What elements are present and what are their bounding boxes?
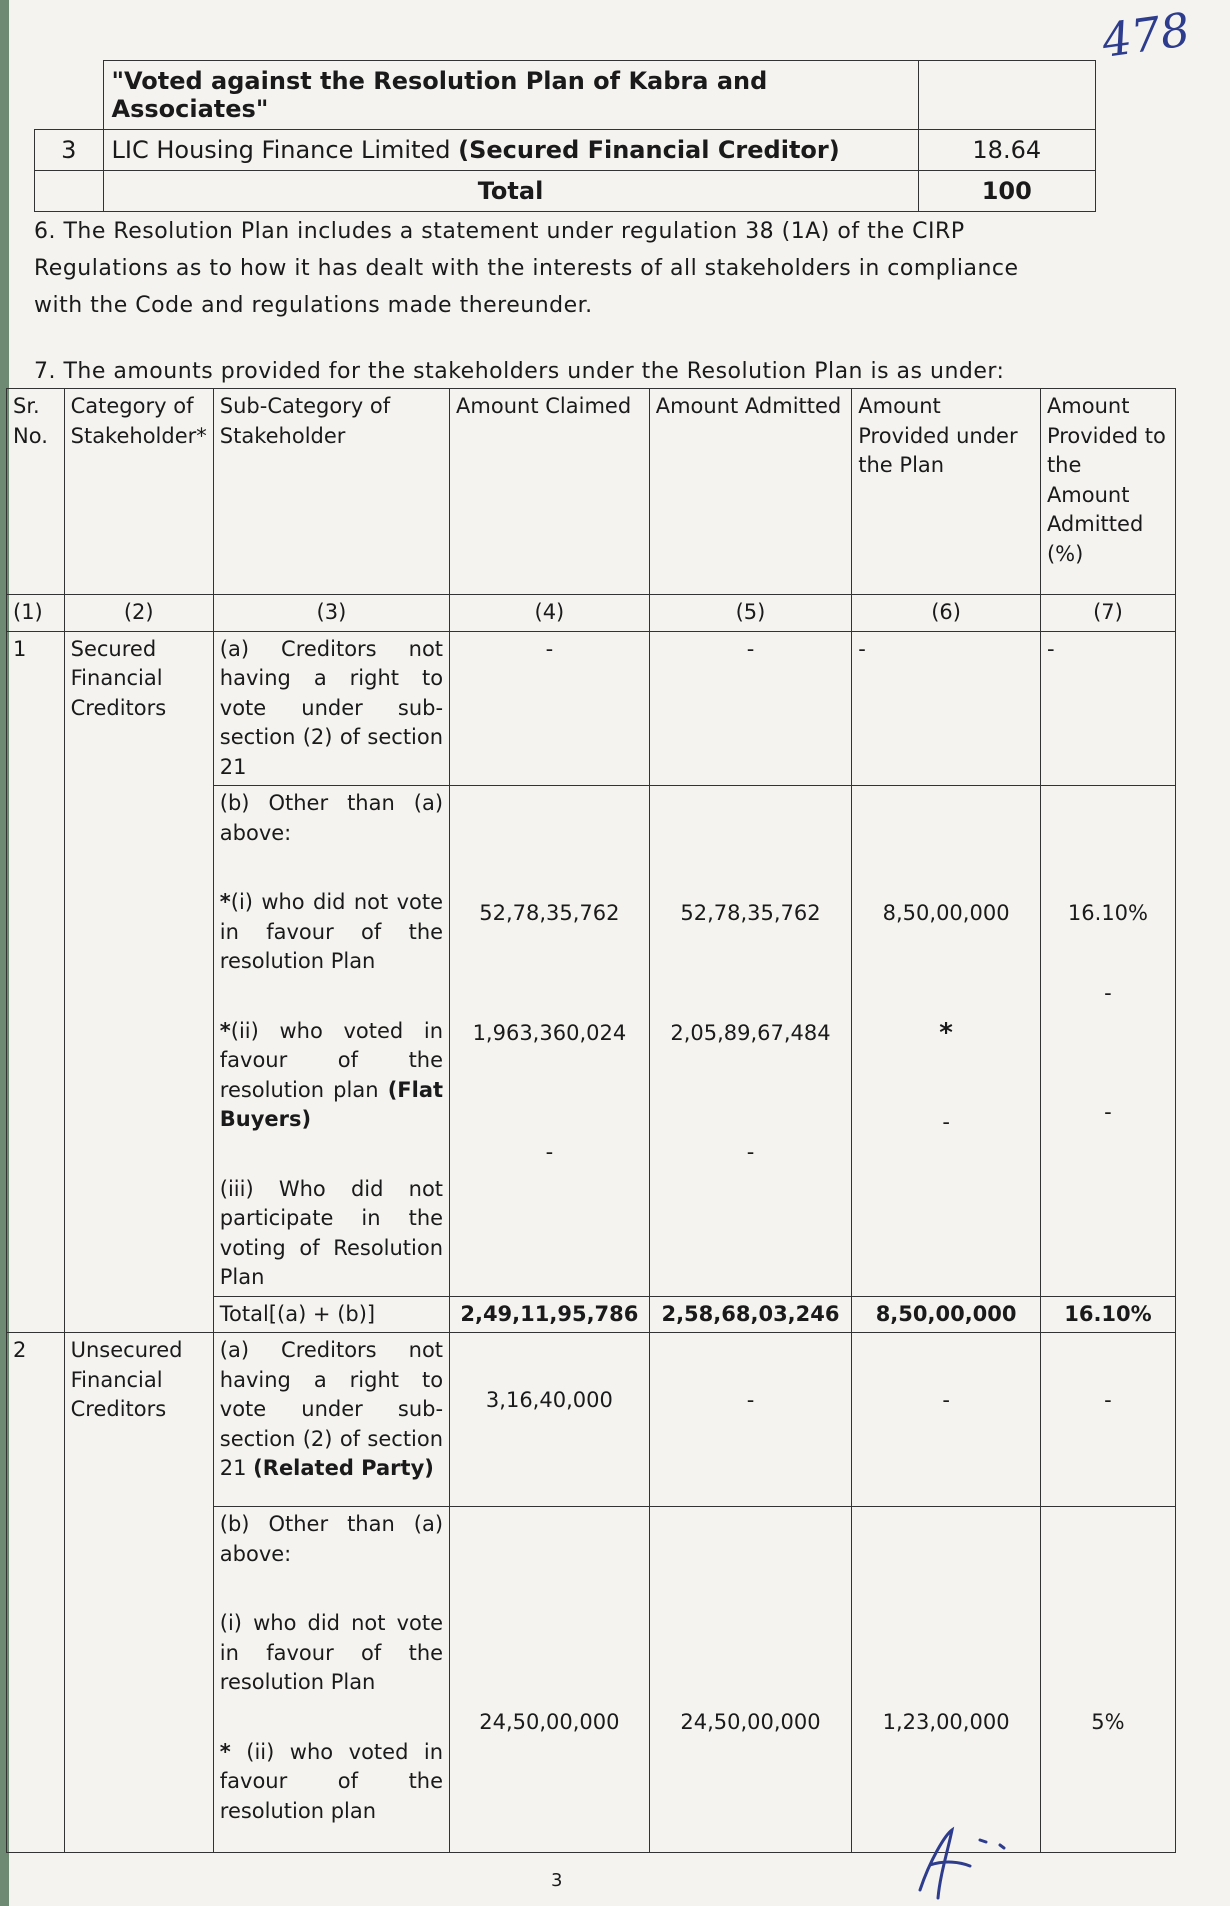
g2-bii-admitted: 24,50,00,000 bbox=[680, 1710, 821, 1734]
g2-bi: (i) who did not vote in favour of the resolution Plan bbox=[219, 1611, 444, 1694]
g2-a-percent-cell bbox=[1040, 1333, 1175, 1507]
g1-sr: 1 bbox=[7, 631, 65, 1333]
g1-b-admitted-cell bbox=[649, 786, 852, 1297]
g1-b-percent-cell bbox=[1040, 786, 1175, 1297]
g1-bii-claimed: 1,963,360,024 bbox=[472, 1020, 627, 1045]
header-sr-no: Sr. No. bbox=[7, 389, 65, 595]
g2-b-provided-cell bbox=[852, 1507, 1041, 1853]
g1-bii: *(ii) who voted in favour of the resolution plan (Flat Buyers) bbox=[219, 1018, 444, 1131]
g2-bii-percent: 5% bbox=[1091, 1710, 1125, 1734]
g2-b-admitted-cell bbox=[649, 1507, 852, 1853]
g2-sr: 2 bbox=[7, 1333, 65, 1853]
g1-total-label: Total[(a) + (b)] bbox=[213, 1296, 449, 1333]
g2-b-cell bbox=[213, 1507, 449, 1853]
header-sub-category: Sub-Category of Stakeholder bbox=[213, 389, 449, 595]
g1-biii: (iii) Who did not participate in the voting of Resolution Plan bbox=[219, 1176, 444, 1289]
g1-a-provided: - bbox=[852, 631, 1041, 786]
g2-bii-claimed: 24,50,00,000 bbox=[479, 1710, 620, 1734]
g1-bii-percent: - bbox=[1104, 980, 1112, 1005]
voting-row-value: 18.64 bbox=[918, 130, 1095, 171]
col-num-7: (7) bbox=[1040, 595, 1175, 632]
g1-total-admitted: 2,58,68,03,246 bbox=[649, 1296, 852, 1333]
g1-bi: *(i) who did not vote in favour of the resolution Plan bbox=[219, 890, 444, 973]
g1-total-provided: 8,50,00,000 bbox=[852, 1296, 1041, 1333]
table-row bbox=[7, 1333, 1176, 1507]
g1-category: Secured Financial Creditors bbox=[64, 631, 213, 1333]
g1-a-percent: - bbox=[1040, 631, 1175, 786]
g1-b-cell bbox=[213, 786, 449, 1297]
g2-a-provided: - bbox=[942, 1388, 950, 1412]
g1-biii-provided: - bbox=[942, 1110, 950, 1134]
table-header-row bbox=[7, 389, 1176, 595]
g1-bi-percent: 16.10% bbox=[1067, 901, 1148, 925]
g2-b-percent-cell bbox=[1040, 1507, 1175, 1853]
g1-bii-provided: * bbox=[939, 1017, 953, 1048]
column-numbering-row bbox=[7, 595, 1176, 632]
g2-a-claimed-cell bbox=[450, 1333, 650, 1507]
paragraph-7: 7. The amounts provided for the stakeholders under the Resolution Plan is as under: bbox=[34, 359, 1005, 384]
voting-total-value: 100 bbox=[918, 171, 1095, 212]
g1-a-text: (a) Creditors not having a right to vote under sub-section (2) of section 21 bbox=[213, 631, 449, 786]
voting-summary-table bbox=[34, 60, 1096, 212]
g1-total-claimed: 2,49,11,95,786 bbox=[450, 1296, 650, 1333]
g2-b-claimed-cell bbox=[450, 1507, 650, 1853]
g2-a-admitted-cell bbox=[649, 1333, 852, 1507]
g1-biii-claimed: - bbox=[545, 1140, 554, 1164]
header-amount-claimed: Amount Claimed bbox=[450, 389, 650, 595]
handwritten-signature bbox=[900, 1820, 1020, 1900]
page-number: 3 bbox=[551, 1870, 563, 1891]
g1-bi-provided: 8,50,00,000 bbox=[882, 901, 1010, 925]
header-amount-admitted: Amount Admitted bbox=[649, 389, 852, 595]
g2-bii: * (ii) who voted in favour of the resolution plan bbox=[219, 1739, 444, 1823]
voting-row-sr: 3 bbox=[35, 130, 104, 171]
g1-a-admitted: - bbox=[649, 631, 852, 786]
g2-bii-provided: 1,23,00,000 bbox=[882, 1710, 1010, 1734]
col-num-4: (4) bbox=[450, 595, 650, 632]
handwritten-page-mark: 478 bbox=[1098, 2, 1194, 68]
header-category: Category of Stakeholder* bbox=[64, 389, 213, 595]
g2-category: Unsecured Financial Creditors bbox=[64, 1333, 213, 1853]
g1-b-provided-cell bbox=[852, 786, 1041, 1297]
g1-total-percent: 16.10% bbox=[1040, 1296, 1175, 1333]
g1-bi-admitted: 52,78,35,762 bbox=[680, 901, 821, 925]
g2-b-text: (b) Other than (a) above: bbox=[219, 1512, 444, 1566]
voting-row-name: LIC Housing Finance Limited (Secured Financial Creditor) bbox=[103, 130, 918, 171]
g1-biii-admitted: - bbox=[746, 1140, 755, 1164]
g2-a-claimed: 3,16,40,000 bbox=[485, 1388, 613, 1412]
g2-a-admitted: - bbox=[746, 1388, 755, 1412]
g2-a-percent: - bbox=[1104, 1388, 1112, 1412]
voting-total-label: Total bbox=[103, 171, 918, 212]
col-num-1: (1) bbox=[7, 595, 65, 632]
col-num-6: (6) bbox=[852, 595, 1041, 632]
g2-a-provided-cell bbox=[852, 1333, 1041, 1507]
g1-biii-percent: - bbox=[1104, 1100, 1112, 1124]
col-num-2: (2) bbox=[64, 595, 213, 632]
g1-b-claimed-cell bbox=[450, 786, 650, 1297]
header-amount-provided: Amount Provided under the Plan bbox=[852, 389, 1041, 595]
col-num-5: (5) bbox=[649, 595, 852, 632]
g1-bii-admitted: 2,05,89,67,484 bbox=[670, 1020, 831, 1045]
stakeholder-amounts-table bbox=[6, 388, 1176, 1853]
voting-table-heading: "Voted against the Resolution Plan of Kabra and Associates" bbox=[103, 61, 918, 130]
g1-a-claimed: - bbox=[450, 631, 650, 786]
paragraph-6: 6. The Resolution Plan includes a statement under regulation 38 (1A) of the CIRP Regulations as to how it has dealt with the interests of all stakeholders in compliance with the Code and regulations made thereunder. bbox=[34, 219, 1019, 318]
g1-bi-claimed: 52,78,35,762 bbox=[479, 901, 620, 925]
header-percent-provided: Amount Provided to the Amount Admitted (%) bbox=[1040, 389, 1175, 595]
g2-a-text: (a) Creditors not having a right to vote under sub-section (2) of section 21 (Related Party) bbox=[213, 1333, 449, 1507]
g1-b-text: (b) Other than (a) above: bbox=[219, 791, 444, 845]
table-row bbox=[7, 631, 1176, 786]
col-num-3: (3) bbox=[213, 595, 449, 632]
